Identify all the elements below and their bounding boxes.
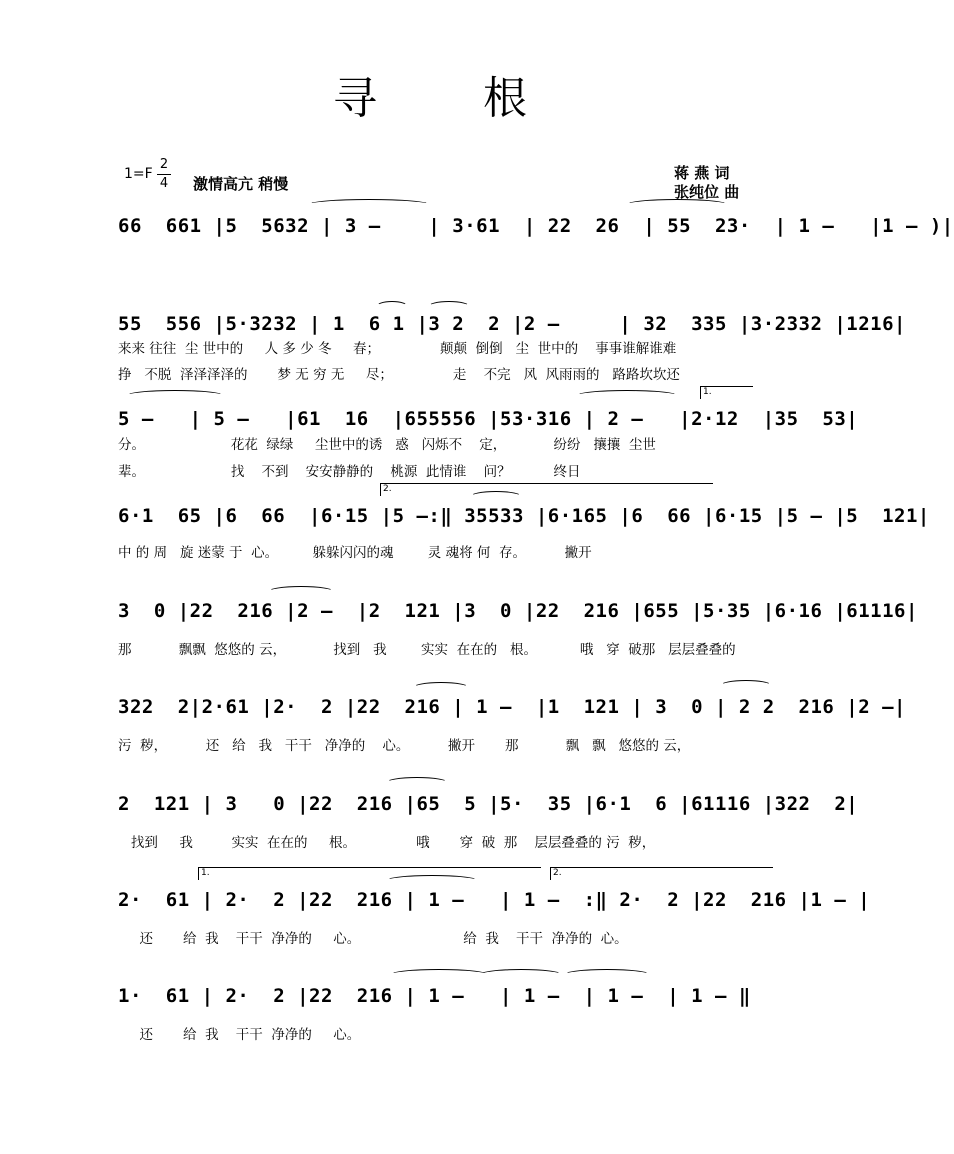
tie-arc <box>576 390 678 401</box>
volta-1: 1. <box>198 867 541 880</box>
tie-arc <box>268 586 334 597</box>
notation-line: 3 0 |22 216 |2 – |2 121 |3 0 |22 216 |655 |5·35 |6·16 |61116| <box>118 600 918 622</box>
song-title: 寻 根 <box>333 73 573 124</box>
lyric-verse-1: 还 给 我 干干 净净的 心。 <box>118 1027 361 1043</box>
slur-arc <box>376 301 408 312</box>
volta-2: 2. <box>550 867 773 880</box>
tie-arc <box>390 969 488 980</box>
slur-arc <box>428 301 470 312</box>
composer-credit: 张纯位 曲 <box>674 183 740 201</box>
tie-arc <box>413 682 469 693</box>
volta-1: 1. <box>700 386 753 399</box>
notation-line: 322 2|2·61 |2· 2 |22 216 | 1 – |1 121 | 3 0 | 2 2 216 |2 –| <box>118 696 906 718</box>
lyric-verse-1: 来来 往往 尘 世中的 人 多 少 冬 春； 颠颠 倒倒 尘 世中的 事事谁解谁难 <box>118 341 677 357</box>
lyric-verse-2: 挣 不脱 泽泽泽泽的 梦 无 穷 无 尽； 走 不完 风 风雨雨的 路路坎坎还 <box>118 367 680 383</box>
tie-arc <box>564 969 650 980</box>
lyricist-credit: 蒋 燕 词 <box>674 164 730 182</box>
tempo-marking: 激情高亢 稍慢 <box>193 175 289 193</box>
notation-line: 6·1 65 |6 66 |6·15 |5 –:‖ 35533 |6·165 |6 66 |6·15 |5 – |5 121| <box>118 505 930 527</box>
lyric-verse-1: 找到 我 实实 在在的 根。 哦 穿 破 那 层层叠叠的 污 秽， <box>118 835 656 851</box>
tie-arc <box>308 199 430 210</box>
key-signature: 1=F <box>124 166 153 182</box>
notation-line: 66 661 |5 5632 | 3 – | 3·61 | 22 26 | 55 23· | 1 – |1 – )| <box>118 215 954 237</box>
notation-line: 55 556 |5·3232 | 1 6 1 |3 2 2 |2 – | 32 335 |3·2332 |1216| <box>118 313 906 335</box>
tie-arc <box>386 777 448 788</box>
notation-line: 1· 61 | 2· 2 |22 216 | 1 – | 1 – | 1 – | 1 – ‖ <box>118 985 751 1007</box>
lyric-verse-1: 那 飘飘 悠悠的 云， 找到 我 实实 在在的 根。 哦 穿 破那 层层叠叠的 <box>118 642 736 658</box>
tie-arc <box>126 390 224 401</box>
lyric-verse-1: 中 的 周 旋 迷蒙 于 心。 躲躲闪闪的魂 灵 魂将 何 存。 撇开 <box>118 545 592 561</box>
notation-line: 2 121 | 3 0 |22 216 |65 5 |5· 35 |6·1 6 |61116 |322 2| <box>118 793 859 815</box>
lyric-verse-1: 还 给 我 干干 净净的 心。 给 我 干干 净净的 心。 <box>118 931 628 947</box>
tie-arc <box>626 199 728 210</box>
notation-line: 2· 61 | 2· 2 |22 216 | 1 – | 1 – :‖ 2· 2 |22 216 |1 – | <box>118 889 871 911</box>
tie-arc <box>386 875 478 886</box>
time-denominator: 4 <box>159 176 169 191</box>
lyric-verse-2: 辈。 找 不到 安安静静的 桃源 此情谁 问？ 终日 <box>118 464 581 480</box>
notation-line: 5 – | 5 – |61 16 |655556 |53·316 | 2 – |2·12 |35 53| <box>118 408 859 430</box>
tie-arc <box>480 969 562 980</box>
volta-2: 2. <box>380 483 713 496</box>
lyric-verse-1: 分。 花花 绿绿 尘世中的诱 惑 闪烁不 定， 纷纷 攘攘 尘世 <box>118 437 656 453</box>
time-numerator: 2 <box>157 156 171 175</box>
lyric-verse-1: 污 秽， 还 给 我 干干 净净的 心。 撇开 那 飘 飘 悠悠的 云， <box>118 738 691 754</box>
time-signature <box>157 156 171 193</box>
slur-arc <box>470 491 522 502</box>
tie-arc <box>720 680 772 691</box>
